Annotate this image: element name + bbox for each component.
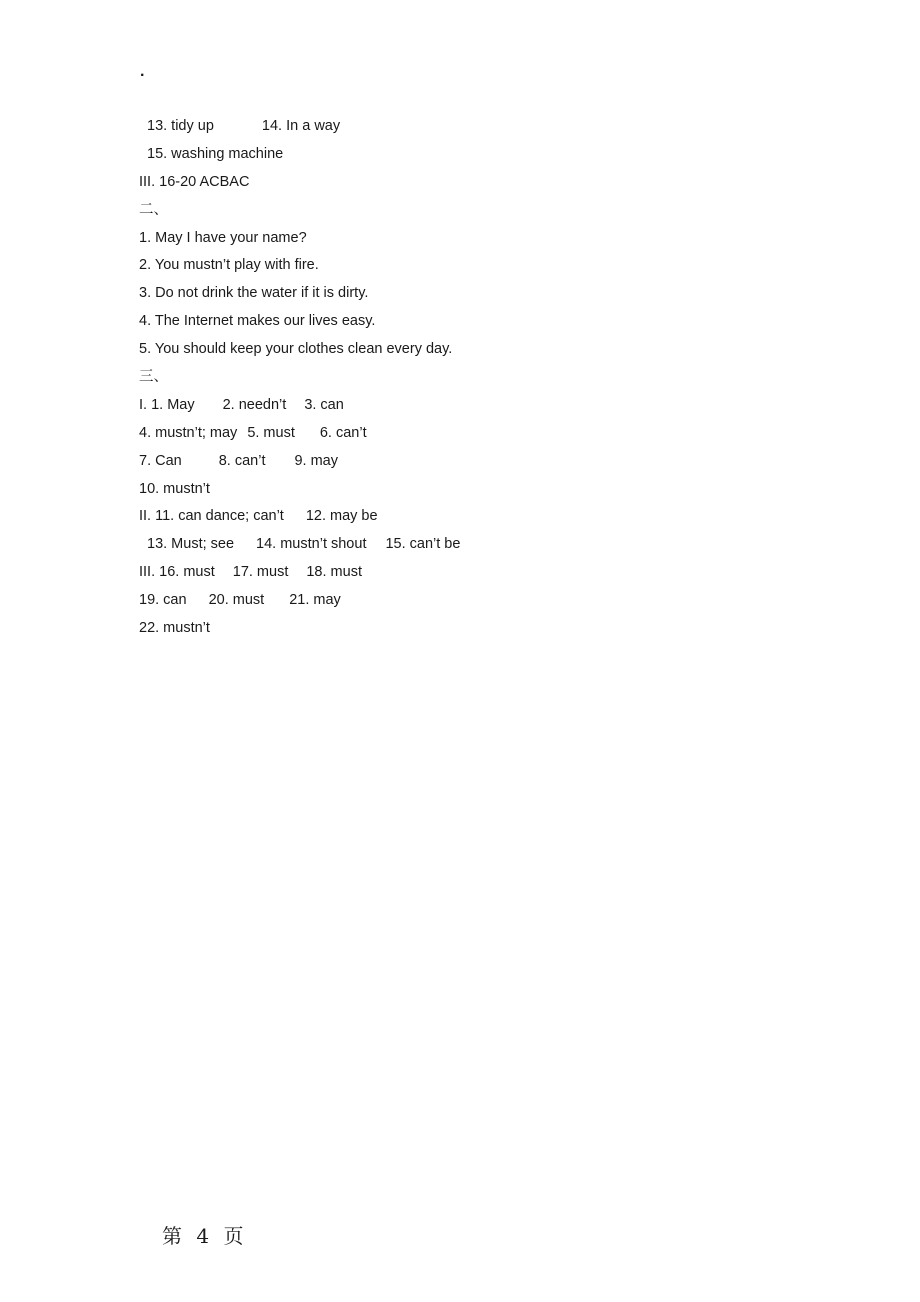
answer-item: I. 1. May: [139, 396, 195, 413]
answer-item: 14. In a way: [261, 118, 341, 134]
answer-item: 17. must: [232, 564, 289, 581]
answer-item: II. 11. can dance; can’t: [139, 508, 284, 525]
answer-item: 4. mustn’t; may: [139, 424, 238, 441]
answer-item: III. 16. must: [139, 564, 215, 581]
answer-item: 18. must: [306, 564, 362, 581]
answer-line: [139, 115, 739, 143]
answer-item: 4. The Internet makes our lives easy.: [139, 313, 376, 330]
answer-line: [139, 199, 739, 227]
answer-line: [139, 254, 739, 282]
answer-item: 5. You should keep your clothes clean every day.: [139, 341, 453, 358]
answer-line: [139, 366, 739, 394]
answer-item: 二、: [139, 201, 168, 218]
page-number: 第 4 页: [162, 1224, 245, 1248]
answer-item: 10. mustn’t: [139, 480, 210, 497]
answer-line: [139, 143, 739, 171]
answer-line: [139, 338, 739, 366]
answer-line: [139, 422, 739, 450]
answer-item: 6. can’t: [319, 424, 367, 441]
answer-item: 15. can’t be: [385, 536, 461, 553]
top-marker: .: [140, 63, 145, 80]
answer-item: 13. tidy up: [147, 118, 214, 134]
answer-line: [139, 171, 739, 199]
answer-item: III. 16-20 ACBAC: [139, 173, 250, 190]
answer-item: 9. may: [294, 452, 338, 469]
answer-item: 19. can: [139, 592, 187, 609]
answer-key: [139, 115, 739, 645]
answer-line: [139, 310, 739, 338]
answer-line: [139, 450, 739, 478]
answer-item: 3. can: [304, 396, 344, 413]
answer-item: 14. mustn’t shout: [256, 536, 367, 553]
answer-line: [139, 505, 739, 533]
answer-item: 15. washing machine: [147, 145, 284, 162]
answer-item: 2. You mustn’t play with fire.: [139, 257, 319, 274]
answer-line: [139, 533, 739, 561]
answer-item: 20. must: [208, 592, 265, 609]
answer-item: 22. mustn’t: [139, 620, 210, 637]
answer-line: [139, 394, 739, 422]
answer-line: [139, 282, 739, 310]
answer-line: [139, 561, 739, 589]
answer-item: 2. needn’t: [222, 396, 287, 413]
answer-item: 1. May I have your name?: [139, 229, 307, 246]
answer-item: 21. may: [289, 592, 341, 609]
answer-line: [139, 589, 739, 617]
answer-line: [139, 617, 739, 645]
answer-item: 7. Can: [139, 452, 182, 469]
answer-item: 3. Do not drink the water if it is dirty.: [139, 285, 369, 302]
answer-item: 三、: [139, 369, 168, 386]
answer-line: [139, 478, 739, 506]
answer-line: [139, 227, 739, 255]
answer-item: 8. can’t: [218, 452, 266, 469]
answer-item: 12. may be: [305, 508, 378, 525]
answer-item: 5. must: [247, 424, 295, 441]
answer-item: 13. Must; see: [147, 536, 235, 553]
